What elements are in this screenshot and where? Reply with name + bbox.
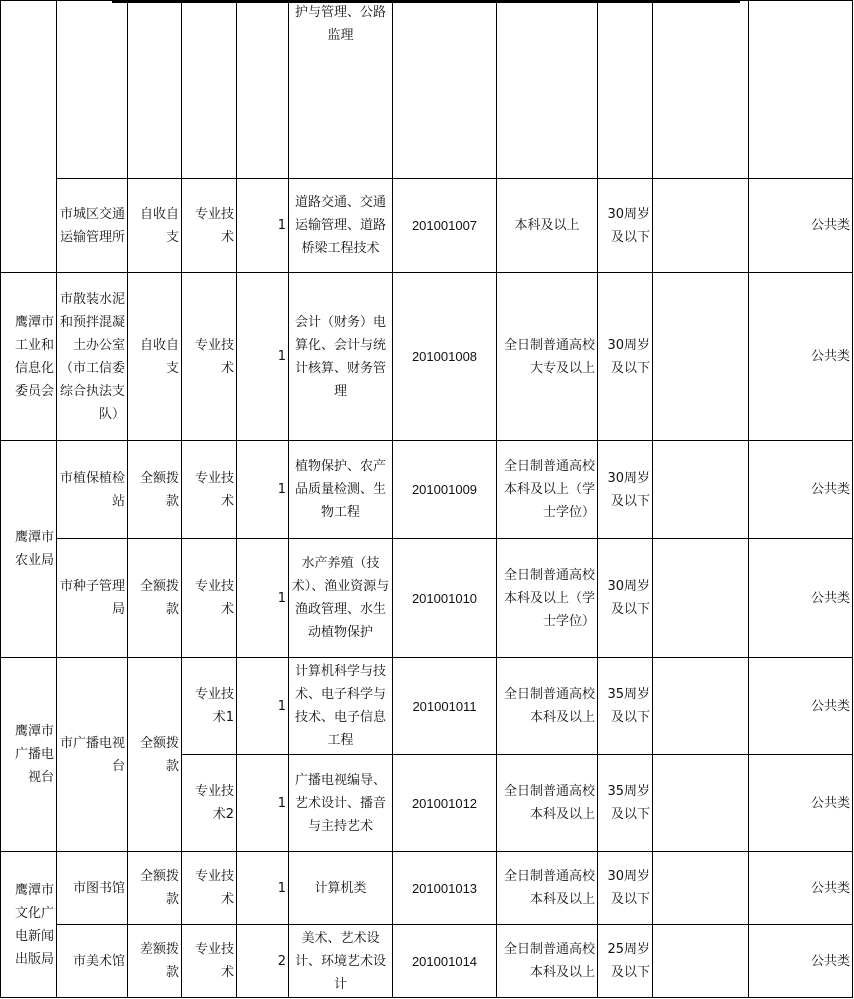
category-cell: 公共类 <box>749 441 853 539</box>
age-cell: 30周岁及以下 <box>598 179 653 273</box>
remark-cell <box>653 1 749 179</box>
major-cell: 计算机科学与技术、电子科学与技术、电子信息工程 <box>289 658 393 755</box>
unit-cell: 市美术馆 <box>57 925 128 998</box>
unit-cell <box>57 1 128 179</box>
count-cell: 1 <box>237 852 289 925</box>
education-cell: 全日制普通高校本科及以上 <box>497 658 598 755</box>
major-cell: 植物保护、农产品质量检测、生物工程 <box>289 441 393 539</box>
position-cell: 专业技术 <box>182 179 237 273</box>
remark-cell <box>653 755 749 852</box>
age-cell: 30周岁及以下 <box>598 273 653 441</box>
age-cell: 25周岁及以下 <box>598 925 653 998</box>
education-cell: 全日制普通高校本科及以上 <box>497 755 598 852</box>
count-cell: 1 <box>237 273 289 441</box>
category-cell: 公共类 <box>749 925 853 998</box>
major-cell: 护与管理、公路监理 <box>289 1 393 179</box>
table-row <box>1 539 853 658</box>
age-cell: 30周岁及以下 <box>598 539 653 658</box>
count-cell: 1 <box>237 441 289 539</box>
category-cell: 公共类 <box>749 755 853 852</box>
dept-cell: 鹰潭市农业局 <box>1 441 57 658</box>
category-cell: 公共类 <box>749 658 853 755</box>
code-cell: 201001014 <box>393 925 497 998</box>
age-cell <box>598 1 653 179</box>
unit-cell: 市图书馆 <box>57 852 128 925</box>
code-cell: 201001013 <box>393 852 497 925</box>
funding-cell: 全额拨款 <box>128 658 182 852</box>
page-top-rule <box>112 0 740 3</box>
code-cell <box>393 1 497 179</box>
education-cell: 全日制普通高校本科及以上（学士学位） <box>497 441 598 539</box>
age-cell: 30周岁及以下 <box>598 852 653 925</box>
position-cell: 专业技术 <box>182 273 237 441</box>
remark-cell <box>653 441 749 539</box>
table-row <box>1 1 853 179</box>
major-cell: 水产养殖（技术）、渔业资源与渔政管理、水生动植物保护 <box>289 539 393 658</box>
code-cell: 201001011 <box>393 658 497 755</box>
count-cell: 1 <box>237 755 289 852</box>
code-cell: 201001012 <box>393 755 497 852</box>
remark-cell <box>653 179 749 273</box>
position-cell: 专业技术2 <box>182 755 237 852</box>
count-cell: 2 <box>237 925 289 998</box>
dept-cell: 鹰潭市工业和信息化委员会 <box>1 273 57 441</box>
major-cell: 计算机类 <box>289 852 393 925</box>
position-cell: 专业技术 <box>182 925 237 998</box>
position-cell: 专业技术1 <box>182 658 237 755</box>
position-cell: 专业技术 <box>182 441 237 539</box>
position-cell: 专业技术 <box>182 852 237 925</box>
remark-cell <box>653 925 749 998</box>
funding-cell: 全额拨款 <box>128 852 182 925</box>
table-row <box>1 925 853 998</box>
table-row <box>1 441 853 539</box>
education-cell: 全日制普通高校本科及以上（学士学位） <box>497 539 598 658</box>
count-cell: 1 <box>237 179 289 273</box>
unit-cell: 市城区交通运输管理所 <box>57 179 128 273</box>
unit-cell: 市广播电视台 <box>57 658 128 852</box>
major-cell: 美术、艺术设计、环境艺术设计 <box>289 925 393 998</box>
education-cell: 全日制普通高校本科及以上 <box>497 925 598 998</box>
table-row <box>1 852 853 925</box>
remark-cell <box>653 273 749 441</box>
code-cell: 201001008 <box>393 273 497 441</box>
funding-cell <box>128 1 182 179</box>
category-cell: 公共类 <box>749 852 853 925</box>
funding-cell: 全额拨款 <box>128 441 182 539</box>
dept-cell: 鹰潭市广播电视台 <box>1 658 57 852</box>
dept-cell: 鹰潭市文化广电新闻出版局 <box>1 852 57 998</box>
category-cell <box>749 1 853 179</box>
major-cell: 会计（财务）电算化、会计与统计核算、财务管理 <box>289 273 393 441</box>
age-cell: 30周岁及以下 <box>598 441 653 539</box>
table-row <box>1 273 853 441</box>
age-cell: 35周岁及以下 <box>598 658 653 755</box>
unit-cell: 市种子管理局 <box>57 539 128 658</box>
code-cell: 201001010 <box>393 539 497 658</box>
category-cell: 公共类 <box>749 179 853 273</box>
dept-cell <box>1 1 57 273</box>
education-cell: 全日制普通高校本科及以上 <box>497 852 598 925</box>
education-cell: 本科及以上 <box>497 179 598 273</box>
count-cell <box>237 1 289 179</box>
category-cell: 公共类 <box>749 539 853 658</box>
table-row <box>1 179 853 273</box>
major-cell: 道路交通、交通运输管理、道路桥梁工程技术 <box>289 179 393 273</box>
major-cell: 广播电视编导、艺术设计、播音与主持艺术 <box>289 755 393 852</box>
remark-cell <box>653 539 749 658</box>
age-cell: 35周岁及以下 <box>598 755 653 852</box>
count-cell: 1 <box>237 539 289 658</box>
remark-cell <box>653 658 749 755</box>
remark-cell <box>653 852 749 925</box>
table-row <box>1 658 853 755</box>
code-cell: 201001009 <box>393 441 497 539</box>
code-cell: 201001007 <box>393 179 497 273</box>
funding-cell: 差额拨款 <box>128 925 182 998</box>
unit-cell: 市植保植检站 <box>57 441 128 539</box>
funding-cell: 自收自支 <box>128 273 182 441</box>
unit-cell: 市散装水泥和预拌混凝土办公室（市工信委综合执法支队） <box>57 273 128 441</box>
count-cell: 1 <box>237 658 289 755</box>
education-cell: 全日制普通高校大专及以上 <box>497 273 598 441</box>
funding-cell: 自收自支 <box>128 179 182 273</box>
education-cell <box>497 1 598 179</box>
funding-cell: 全额拨款 <box>128 539 182 658</box>
position-cell <box>182 1 237 179</box>
category-cell: 公共类 <box>749 273 853 441</box>
position-cell: 专业技术 <box>182 539 237 658</box>
